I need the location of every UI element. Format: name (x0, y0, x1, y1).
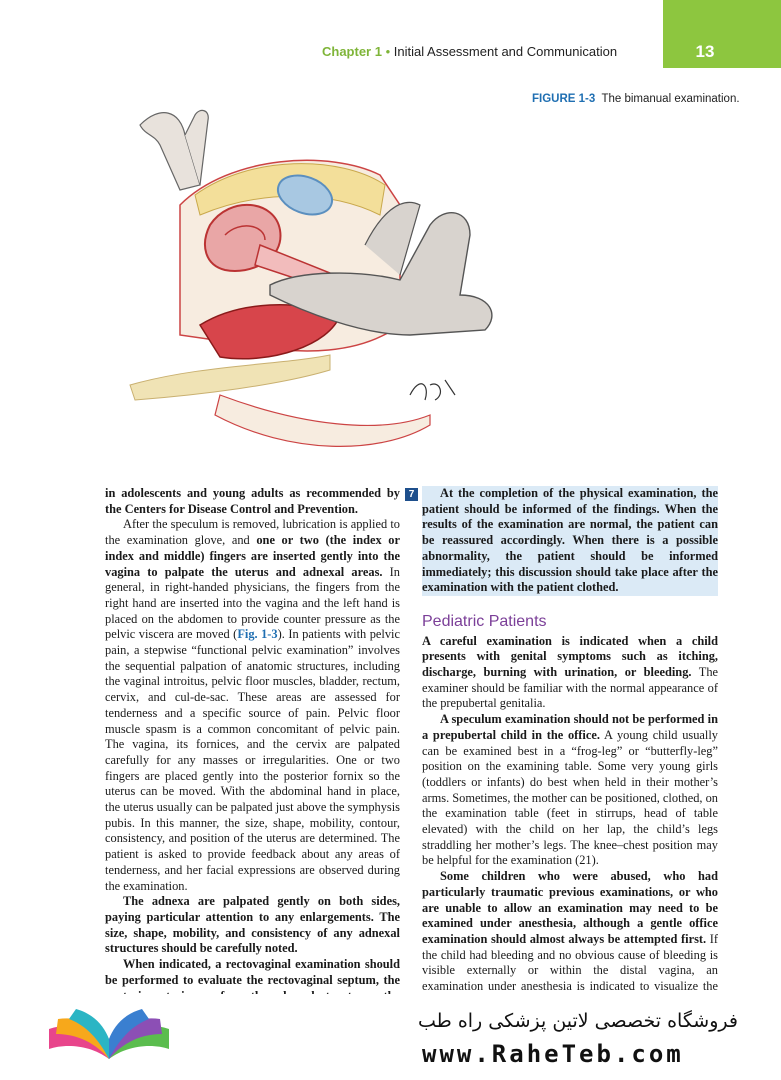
text-span: After the speculum is removed, lubrication is applied to the examination glove, and (105, 517, 400, 548)
bold-span: one or two (the index or index and middle) fingers are inserted gently into the vagina to palpate the uterus and adnexal areas. (105, 533, 401, 579)
figure-reference-link[interactable]: Fig. 1-3 (237, 627, 278, 642)
right-paragraph-1: At the completion of the physical examination, the patient should be informed of the findings. When the results of the examination are normal, the patient can be reassured accordingly. When there is a possible abnormality, the patient should be informed immediately; this discussion should take place after the examination with the patient clothed. (422, 486, 718, 595)
text-span: The examiner should be familiar with the normal appearance of the prepubertal genitalia. (422, 665, 719, 711)
page-number: 13 (695, 42, 715, 61)
bold-span: A speculum examination should not be performed in a prepubertal child in the office. (422, 712, 718, 742)
book-logo-icon (44, 1004, 174, 1068)
figure-caption-text: The bimanual examination. (601, 93, 740, 105)
figure-label: FIGURE 1-3 (532, 93, 596, 105)
left-paragraph-3: The adnexa are palpated gently on both sides, paying particular attention to any enlargements. The size, shape, mobility, and consistency of any adnexal structures should be carefully noted. (105, 894, 400, 956)
text-span: ). In patients with pelvic pain, a stepwise “functional pelvic examination” involves the sequential palpation of anatomic structures, including the vaginal introitus, pelvic floor muscles, bladder, rectum, cervix, and cul-de-sac. These areas are assessed for tenderness and a specific source of pain. Pelvic floor muscle spasm is a common concomitant of pelvic pain. The vagina, its fornices, and the cervix are palpated carefully for any masses or irregularities. One or two fingers are placed gently into the posterior fornix so the uterus can be moved. With the abdominal hand in place, the uterus usually can be palpated just above the symphysis pubis. In this manner, the size, shape, mobility, contour, consistency, and position of the uterus are determined. The patient is asked to provide feedback about any areas of tenderness, and her facial expressions are observed during the examination. (105, 627, 401, 893)
footer-banner (0, 994, 781, 1080)
text-span: In general, in right-handed physicians, the fingers from the right hand are inserted into the vagina and the left hand is placed on the abdomen to provide counter pressure as the pelvic viscera are moved ( (105, 564, 400, 642)
website-url[interactable]: www.RaheTeb.com (422, 1040, 684, 1068)
chapter-heading (322, 44, 617, 59)
figure-caption (532, 93, 740, 105)
right-column (422, 486, 718, 1011)
bimanual-exam-illustration (100, 95, 520, 475)
store-name: فروشگاه تخصصی لاتین پزشکی راه طب (418, 1010, 738, 1032)
left-paragraph-2 (105, 517, 400, 894)
right-paragraph-4 (422, 869, 718, 1010)
chapter-bullet: • (385, 44, 391, 59)
bold-span: Some children who were abused, who had particularly traumatic previous examinations, or who are unable to allow an examination may need to be examined under anesthesia, although a gentle office examination should almost always be attempted first. (422, 869, 718, 946)
chapter-title: Initial Assessment and Communication (393, 44, 618, 59)
text-span: A young child usually can be examined best in a “frog-leg” or “butterfly-leg” position on the examining table. Some very young girls (toddlers or infants) do best when held in their mother’s arms. Sometimes, the mother can be positioned, clothed, on the examination table (feet in stirrups, head of table elevated) with the child on her lap, the child’s legs straddling her mother’s legs. The knee–chest position may be helpful for the examination (21). (422, 727, 718, 868)
left-paragraph-4: When indicated, a rectovaginal examination should be performed to evaluate the rectovaginal septum, the (105, 957, 400, 987)
chapter-label: Chapter 1 (322, 44, 382, 59)
text-span: If the child had bleeding and no obvious cause of bleeding is visible externally or within the distal vagina, an examination under anesthesia is indicated to visualize the (422, 931, 718, 994)
margin-marker: 7 (405, 488, 418, 501)
fade-band (0, 994, 781, 1004)
left-column (105, 486, 400, 994)
right-paragraph-2 (422, 634, 718, 713)
right-paragraph-3 (422, 712, 718, 869)
bold-span: A careful examination is indicated when a child presents with genital symptoms such as itching, discharge, burning with urination, or bleeding. (422, 633, 718, 680)
section-heading: Pediatric Patients (422, 612, 547, 630)
page-number-tab (663, 0, 781, 68)
left-paragraph-1: in adolescents and young adults as recommended by the Centers for Disease Control and Prevention. (105, 486, 400, 516)
